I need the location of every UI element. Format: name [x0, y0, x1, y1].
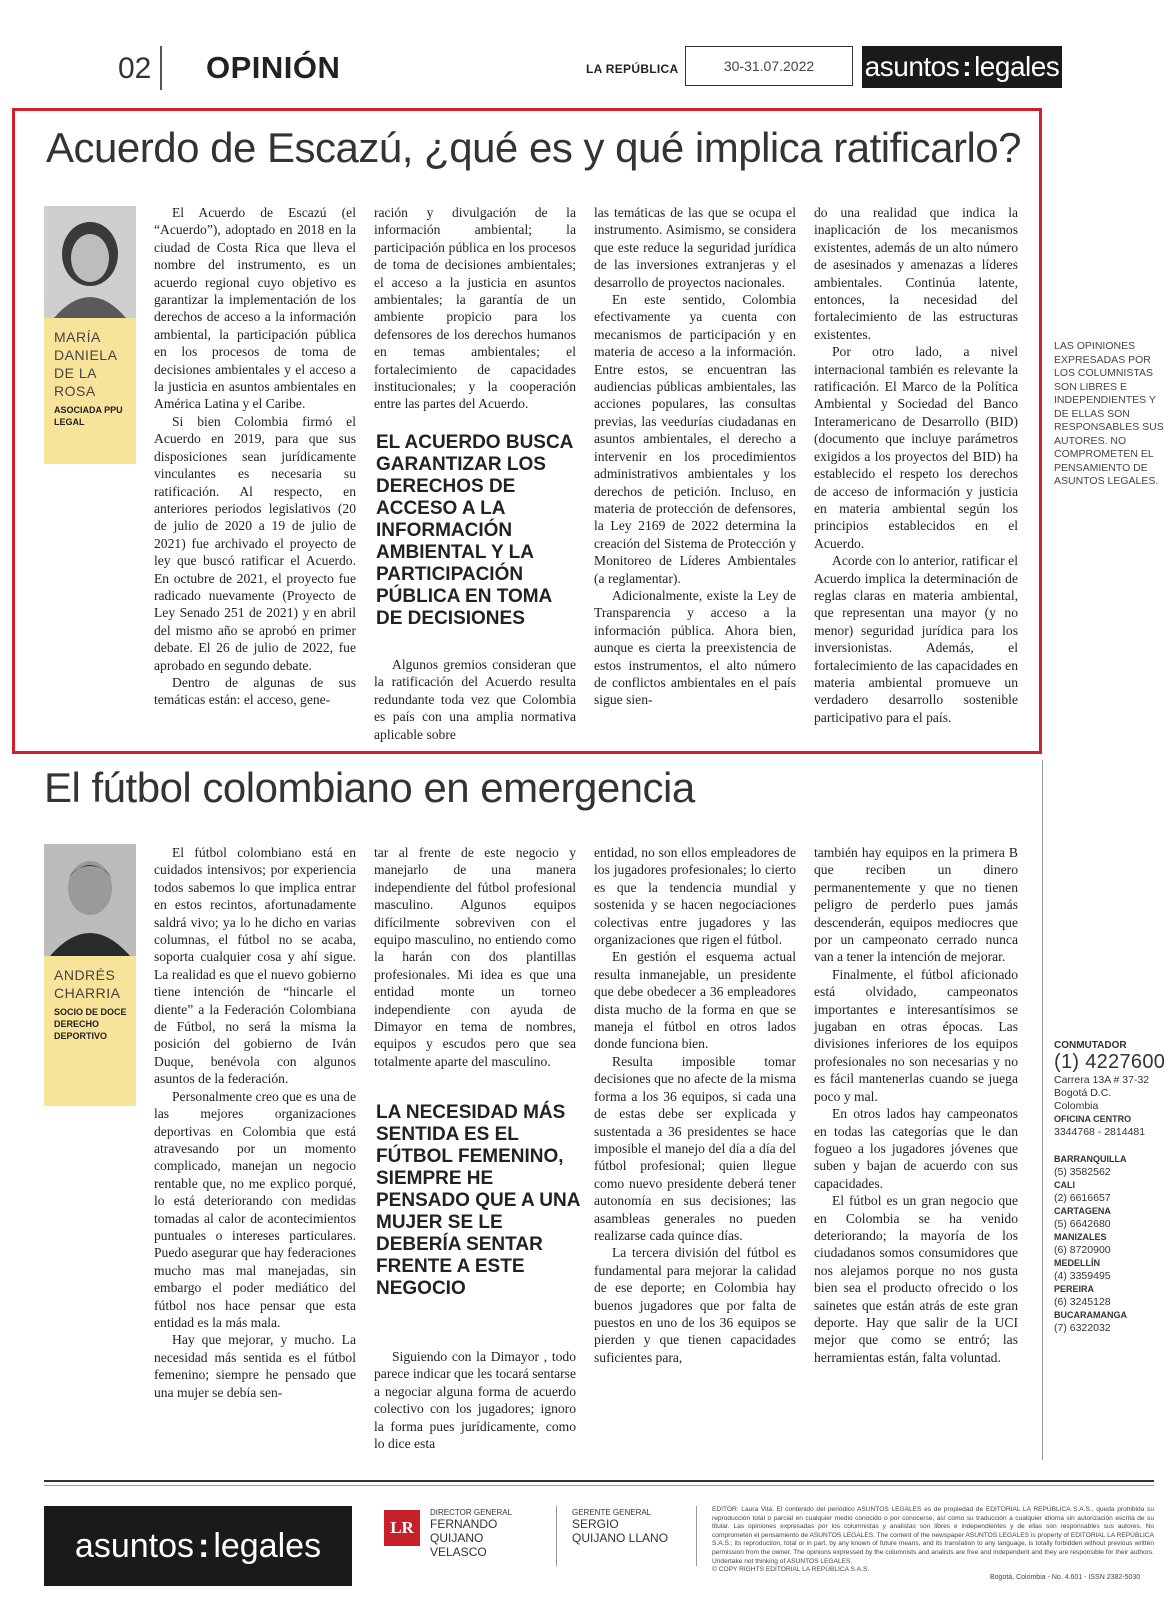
- manager-credit: [572, 1508, 672, 1545]
- paragraph: En este sentido, Colombia efectivamente ya cuenta con mecanismos de participación y en materia de acceso a la información. Entre estos, se encuentran las audiencias públicas ambientales, las acciones populares, las consultas previas, las veedurías ciudadanas en asuntos ambientales, el derecho a intervenir en los procedimientos administrativos ambientales y los derechos de petición. Incluso, en materia de protección de defensores, la Ley 2169 de 2022 determina la creación del Sistema de Protección y Monitoreo de Líderes Ambientales (a reglamentar).: [594, 292, 796, 586]
- office-city: BARRANQUILLA: [1054, 1154, 1127, 1164]
- author1-name: MARÍA DANIELA DE LA ROSA: [54, 329, 117, 399]
- column-rule: [1042, 760, 1043, 1460]
- article1-title: Acuerdo de Escazú, ¿qué es y qué implica ratificarlo?: [46, 124, 1021, 171]
- article1-column-1: [154, 204, 356, 744]
- author1-photo: [44, 206, 136, 318]
- paragraph: Adicionalmente, existe la Ley de Transparencia y acceso a la información pública. Ahora bien, aunque es cierta la preexistencia de estos instrumentos, el alto número de conflictos ambientales en el país sigue sien-: [594, 587, 796, 708]
- author2-portrait-icon: [44, 844, 136, 956]
- author2-role: SOCIO DE DOCE DERECHO DEPORTIVO: [54, 1007, 127, 1041]
- paragraph: también hay equipos en la primera B que reciben un dinero permanentemente y que no tienen peligro de perderlo pues jamás descenderán, equipos mediocres que por un campeonato cerrado nunca van a tener la intención de mejorar.: [814, 845, 1018, 965]
- office-phone: (2) 6616657: [1054, 1192, 1111, 1204]
- office-phone: (5) 6642680: [1054, 1218, 1111, 1230]
- office-city: MEDELLÍN: [1054, 1258, 1100, 1268]
- article1-pullquote: EL ACUERDO BUSCA GARANTIZAR LOS DERECHOS DE ACCESO A LA INFORMACIÓN AMBIENTAL Y LA PARTICIPACIÓN PÚBLICA EN TOMA DE DECISIONES: [376, 432, 573, 629]
- issue-date: 30-31.07.2022: [685, 46, 853, 86]
- newspaper-name: LA REPÚBLICA: [586, 62, 679, 76]
- article1-column-4: [814, 204, 1018, 744]
- author1-card: [44, 206, 136, 464]
- paragraph: entidad, no son ellos empleadores de los jugadores profesionales; lo cierto es que la tendencia mundial y sostenida y se hacen negociaciones colectivas entre jugadores y las organizaciones que rigen el fútbol.: [594, 845, 796, 948]
- paragraph: La tercera división del fútbol es fundamental para mejorar la calidad de ese deporte; en Colombia hay buenos jugadores que por falta de puestos en uno de los 36 equipos se pierden y que tienen capacidades suficientes para,: [594, 1245, 796, 1365]
- contact-phone: (1) 4227600: [1054, 1051, 1166, 1073]
- footer-brand-left: asuntos: [74, 1526, 194, 1565]
- paragraph: Por otro lado, a nivel internacional también es relevante la ratificación. El Marco de la Política Ambiental y Sociedad del Banco Interamericano de Desarrollo (BID) (documento que incluye parámetros exigidos a los proyectos del BID) ha establecido el respeto los derechos de acceso de información y justicia en materia ambiental según los principios establecidos en el Acuerdo.: [814, 344, 1018, 551]
- paragraph: Si bien Colombia firmó el Acuerdo en 2019, para que sus disposiciones sean jurídicamente vinculantes es necesaria su ratificación. Al respecto, en anteriores periodos legislativos (20 de julio de 2020 a 19 de julio de 2021) fue archivado el proyecto de ley que buscó ratificar el Acuerdo. En octubre de 2021, el proyecto fue radicado nuevamente (Proyecto de Ley Senado 251 de 2021) y en abril del mismo año se aprobó en primer debate. El 26 de julio de 2022, fue aprobado en segundo debate.: [154, 413, 356, 673]
- paragraph: Personalmente creo que es una de las mejores organizaciones deportivas en Colombia que está atravesando por un momento complicado, manejan un negocio rentable que, no me explico porqué, lo está deteriorando con medidas tomadas al calor de acontecimientos puntuales o intereses particulares. Puedo asegurar que hay federaciones mucho mas mal manejadas, sin embargo el poder mediático del fútbol nos hace pensar que esta entidad es la más mala.: [154, 1088, 356, 1330]
- brand-logo-right: legales: [974, 51, 1060, 82]
- footer-rule-thin: [44, 1485, 1154, 1486]
- article2-title: El fútbol colombiano en emergencia: [44, 764, 695, 811]
- article2-column-4: [814, 844, 1018, 1440]
- office-city: BUCARAMANGA: [1054, 1310, 1127, 1320]
- legal-notice: [712, 1506, 1154, 1575]
- paragraph: El Acuerdo de Escazú (el “Acuerdo”), adoptado en 2018 en la ciudad de Costa Rica que lleva el nombre del instrumento, es un acuerdo regional cuyo objetivo es garantizar la implementación de los derechos de acceso a la información ambiental, la participación pública en los procesos de toma de decisiones ambientales y el acceso a la justicia en asuntos ambientales en América Latina y el Caribe.: [154, 205, 356, 412]
- article2-column-3: [594, 844, 796, 1440]
- office-label: OFICINA CENTRO: [1054, 1114, 1132, 1124]
- paragraph: Dentro de algunas de sus temáticas están: el acceso, gene-: [154, 674, 356, 708]
- brand-logo: asuntos : legales: [862, 46, 1062, 88]
- office-phone: (7) 6322032: [1054, 1322, 1111, 1334]
- issn-line: Bogotá, Colombia - No. 4.601 - ISSN 2382-5030: [990, 1574, 1141, 1581]
- footer-divider: [556, 1506, 557, 1566]
- manager-role: GERENTE GENERAL: [572, 1508, 652, 1517]
- office-phone: (6) 3245128: [1054, 1296, 1111, 1308]
- footer-brand-right: legales: [213, 1526, 322, 1565]
- contact-label: CONMUTADOR: [1054, 1040, 1127, 1051]
- office-city: CALI: [1054, 1180, 1075, 1190]
- author1-role: ASOCIADA PPU LEGAL: [54, 405, 123, 427]
- brand-logo-left: asuntos: [864, 51, 960, 82]
- office-phone: (4) 3359495: [1054, 1270, 1111, 1282]
- author2-name: ANDRÉS CHARRIA: [54, 967, 121, 1001]
- director-role: DIRECTOR GENERAL: [430, 1508, 513, 1517]
- legal-text: EDITOR: Laura Vita. El contenido del periódico ASUNTOS LEGALES es de propiedad de EDITORIAL LA REPÚBLICA S.A.S., queda prohibida su reproducción total o parcial en cualquier medio conocido o por conocerse, así como su traducción a cualquier idioma sin autorización escrita de su titular. Las opiniones expresadas por los columnistas y analistas son libres e independientes y de ellas son responsables sus autores. No comprometen el pensamiento de ASUNTOS LEGALES. The content of the newspaper ASUNTOS LEGALES is property of EDITORIAL LA REPÚBLICA S.A.S.; its reproduction, total or in part, by any known of future means, and its translation to any language, is totally forbidden without previous written permission from the owner. The opinions expressed by the columnists and analists are free and independent and they are responsible for their authors. Undertake not thinking of ASUNTOS LEGALES.: [712, 1506, 1154, 1565]
- opinion-disclaimer: LAS OPINIONES EXPRESADAS POR LOS COLUMNISTAS SON LIBRES E INDEPENDIENTES Y DE ELLAS SON RESPONSABLES SUS AUTORES. NO COMPROMETEN EL PENSAMIENTO DE ASUNTOS LEGALES.: [1054, 340, 1164, 487]
- paragraph: Hay que mejorar, y mucho. La necesidad más sentida es el fútbol femenino; siempre he pensado que una mujer se debía sen-: [154, 1332, 356, 1400]
- author2-photo: [44, 844, 136, 956]
- article2-column-1: [154, 844, 356, 1440]
- article2-pullquote: LA NECESIDAD MÁS SENTIDA ES EL FÚTBOL FEMENINO, SIEMPRE HE PENSADO QUE A UNA MUJER SE LE DEBERÍA SENTAR FRENTE A ESTE NEGOCIO: [376, 1102, 580, 1299]
- contact-country: Colombia: [1054, 1100, 1099, 1112]
- paragraph: El fútbol es un gran negocio que en Colombia se ha venido deteriorando; la mayoría de los ciudadanos somos consumidores que nos alejamos porque no nos gusta bien sea el producto ofrecido o los sainetes que están atrás de este gran deporte. Hay que salir de la UCI mejor que como se entró; las herramientas están, falta voluntad.: [814, 1193, 1018, 1365]
- copyright: © COPY RIGHTS EDITORIAL LA REPÚBLICA S.A.S.: [712, 1566, 870, 1574]
- contact-address: Carrera 13A # 37-32: [1054, 1074, 1150, 1086]
- article2-column-2b: [374, 1348, 576, 1452]
- paragraph: las temáticas de las que se ocupa el instrumento. Asimismo, se considera que este reduce la seguridad jurídica de las inversiones extranjeras y el desarrollo de proyectos nacionales.: [594, 205, 796, 290]
- contact-info: [1054, 1040, 1169, 1335]
- author1-portrait-icon: [44, 206, 136, 318]
- paragraph: Resulta imposible tomar decisiones que no afecte de la misma forma a los 36 equipos, si cada una de estas debe ser explicada y sustentada a 36 presidentes se hace imposible el manejo del día a día del fútbol profesional; quien llegue como nuevo presidente deberá tener autonomía en sus decisiones; las asambleas generales no pueden realizarse cada quince días.: [594, 1053, 796, 1243]
- footer-brand-logo: asuntos : legales: [44, 1506, 352, 1586]
- article1-column-3: [594, 204, 796, 744]
- office-city: MANIZALES: [1054, 1232, 1107, 1242]
- director-credit: [430, 1508, 540, 1559]
- paragraph: Acorde con lo anterior, ratificar el Acuerdo implica la determinación de reglas claras en materia ambiental, que representan una mayor (y no menor) seguridad jurídica para los inversionistas. Además, el fortalecimiento de las capacidades en materia ambiental promueve un verdadero desarrollo sostenible participativo para el país.: [814, 553, 1018, 725]
- office-phone: (6) 8720900: [1054, 1244, 1111, 1256]
- paragraph: Siguiendo con la Dimayor , todo parece indicar que les tocará sentarse a negociar alguna forma de acuerdo colectivo con los jugadores; ignoro la forma pues jurídicamente, como lo dice esta: [374, 1349, 576, 1452]
- paragraph: ración y divulgación de la información ambiental; la participación pública en los procesos de toma de decisiones ambientales; el acceso a la justicia en asuntos ambientales; la garantía de un ambiente propicio para los defensores de los derechos humanos en temas ambientales; el fortalecimiento de capacidades institucionales; y la cooperación entre las partes del Acuerdo.: [374, 205, 576, 412]
- lr-logo-icon: LR: [384, 1510, 420, 1546]
- author2-card: [44, 844, 136, 1106]
- header-divider: [160, 46, 162, 90]
- paragraph: do una realidad que indica la inaplicación de los mecanismos existentes, además de un alto número de asesinados y amenazas a líderes ambientales. Continúa latente, entonces, la necesidad del fortalecimiento de las estructuras existentes.: [814, 205, 1018, 342]
- office-phone: (5) 3582562: [1054, 1166, 1111, 1178]
- office-list: [1054, 1153, 1169, 1335]
- page-number: 02: [118, 52, 152, 85]
- contact-city: Bogotá D.C.: [1054, 1087, 1112, 1099]
- section-title: OPINIÓN: [206, 50, 341, 85]
- office-city: CARTAGENA: [1054, 1206, 1111, 1216]
- paragraph: tar al frente de este negocio y manejarlo de una manera independiente del fútbol profesional masculino. Algunos equipos difícilmente sobreviven con el equipo masculino, no entiendo como la harán con dos plantillas profesionales. Mi idea es que una entidad monte un torneo independiente con ayuda de Dimayor en tema de nombres, equipos y escudos pero que sea totalmente aparte del masculino.: [374, 845, 576, 1069]
- article2-column-2: [374, 844, 576, 1072]
- paragraph: El fútbol colombiano está en cuidados intensivos; por experiencia todos sabemos lo que implica entrar en estos recintos, afortunadamente saldrá vivo; ya lo he dicho en varias columnas, el fútbol no se acaba, soporta cualquier cosa y ahí sigue. La realidad es que el nuevo gobierno tiene intención de “hincarle el diente” a la Federación Colombiana de Fútbol, no será la misma la posición del gobierno de Iván Duque, benévola con algunos asuntos de la federación.: [154, 845, 356, 1087]
- office-phones: 3344768 - 2814481: [1054, 1126, 1146, 1138]
- manager-name: SERGIO QUIJANO LLANO: [572, 1517, 669, 1545]
- article1-column-2: [374, 204, 576, 414]
- paragraph: En gestión el esquema actual resulta inmanejable, un presidente que debe obedecer a 36 empleadores dista mucho de la forma en que se maneja el fútbol en otros lados donde funciona bien.: [594, 949, 796, 1052]
- paragraph: Algunos gremios consideran que la ratificación del Acuerdo resulta redundante toda vez que Colombia es país con una amplia normativa aplicable sobre: [374, 657, 576, 742]
- article1-column-2b: [374, 656, 576, 744]
- office-city: PEREIRA: [1054, 1284, 1095, 1294]
- footer-rule: [44, 1480, 1154, 1482]
- paragraph: En otros lados hay campeonatos en todas las categorías que le dan fogueo a los jugadores jóvenes que suben y bajan de acuerdo con sus capacidades.: [814, 1106, 1018, 1191]
- paragraph: Finalmente, el fútbol aficionado está olvidado, campeonatos importantes e interesantísimos se jugaban en otras épocas. Las divisiones inferiores de los equipos profesionales no son necesarias y no es fácil mantenerlas cuando se juega poco y mal.: [814, 966, 1018, 1104]
- director-name: FERNANDO QUIJANO VELASCO: [430, 1517, 498, 1559]
- footer-divider: [696, 1506, 697, 1566]
